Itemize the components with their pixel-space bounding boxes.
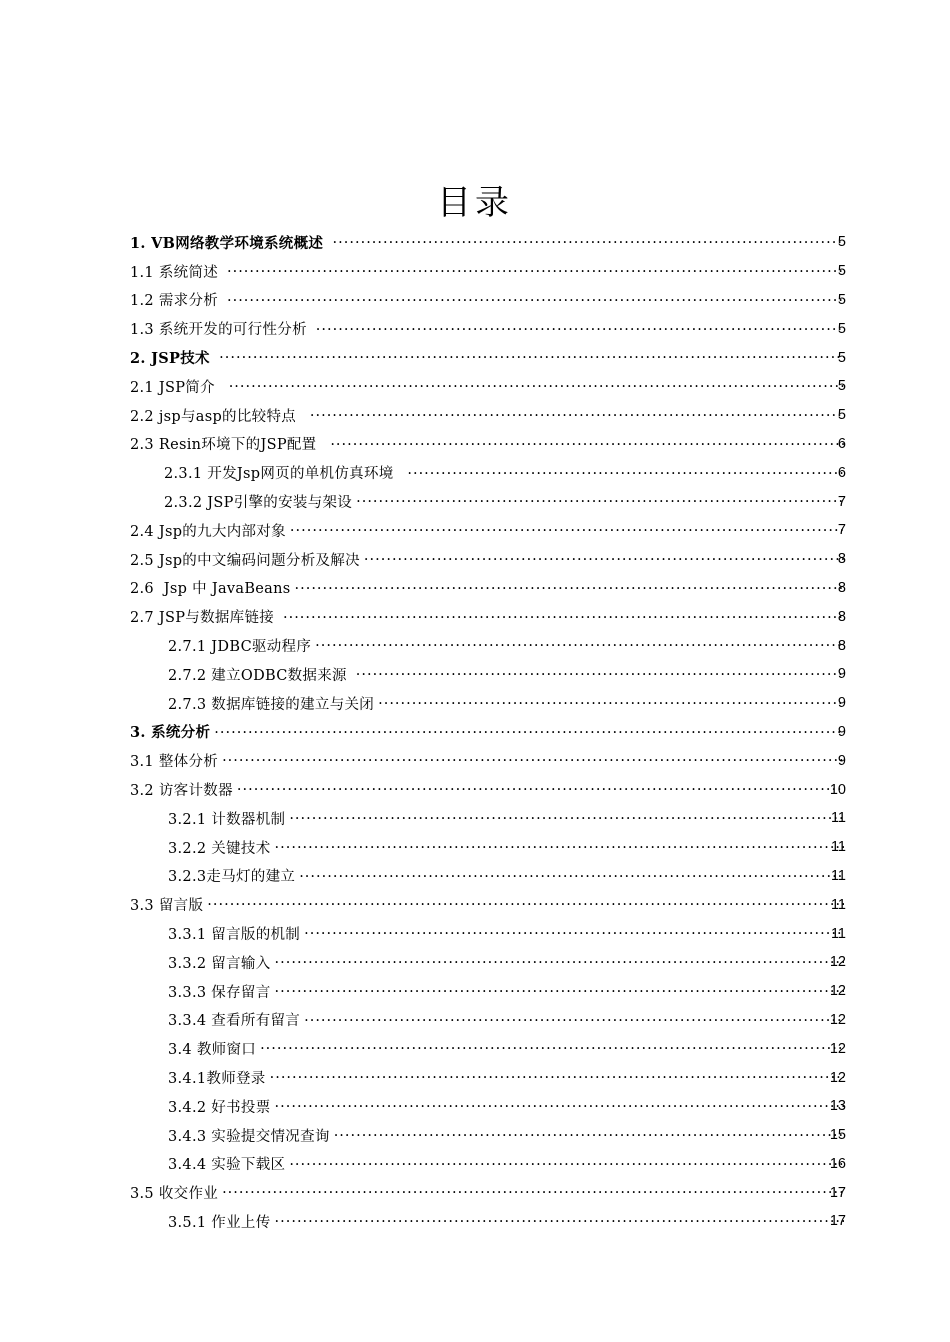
page-number: 13 [829,1098,846,1115]
page-number: 9 [837,723,846,740]
toc-entry[interactable] [0,689,950,718]
page-number: 8 [837,579,846,596]
table-of-contents [0,228,950,1236]
dot-leader [356,667,844,682]
page-number: 11 [830,925,846,942]
toc-entry[interactable] [0,1207,950,1236]
page-number: 11 [830,867,846,884]
entry-text: 2.4 Jsp的九大内部对象 [130,523,286,540]
page-number: 12 [829,1040,846,1057]
entry-text: 1.1 系统简述 [130,264,223,281]
entry-text: 2.7.1 JDBC驱动程序 [168,639,312,656]
entry-text: 2.6 Jsp 中 JavaBeans [130,581,291,598]
page-number: 5 [837,378,846,395]
entry-text: 2.7.2 建立ODBC数据来源 [168,667,352,684]
page-number: 8 [837,608,846,625]
toc-entry[interactable] [0,631,950,660]
page-number: 17 [829,1184,846,1201]
entry-text: 3.2.2 关键技术 [168,840,271,857]
page-number: 9 [837,666,846,683]
page-number: 16 [829,1155,846,1172]
dot-leader [378,696,844,711]
dot-leader [222,1185,844,1200]
toc-entry[interactable] [0,602,950,631]
entry-text: 3.5 收交作业 [130,1186,219,1203]
toc-entry[interactable] [0,1178,950,1207]
dot-leader [304,1013,844,1028]
toc-entry[interactable] [0,458,950,487]
dot-leader [222,753,844,768]
entry-text: 3.4.3 实验提交情况查询 [168,1128,330,1145]
page-number: 5 [837,320,846,337]
page-number: 12 [829,1069,846,1086]
entry-text: 3.1 整体分析 [130,754,219,771]
page-number: 8 [837,551,846,568]
dot-leader [227,293,844,308]
page-number: 12 [829,1011,846,1028]
toc-entry[interactable] [0,487,950,516]
page-title: 目录 [437,183,513,223]
dot-leader [270,1070,844,1085]
toc-entry[interactable] [0,401,950,430]
dot-leader [219,350,844,365]
page-number: 11 [830,839,846,856]
page-number: 10 [829,781,846,798]
entry-text: 1. VB网络教学环境系统概述 [130,234,329,252]
toc-entry[interactable] [0,343,950,372]
entry-text: 3.3 留言版 [130,898,204,915]
dot-leader [260,1041,844,1056]
dot-leader [229,379,844,394]
dot-leader [304,926,844,941]
toc-entry[interactable] [0,574,950,603]
toc-entry[interactable] [0,286,950,315]
toc-entry[interactable] [0,1006,950,1035]
toc-entry[interactable] [0,1092,950,1121]
entry-text: 2.7 JSP与数据库链接 [130,610,279,627]
entry-text: 2.3.1 开发Jsp网页的单机仿真环境 [164,466,404,483]
page-number: 5 [837,349,846,366]
page-number: 12 [829,954,846,971]
toc-entry[interactable] [0,545,950,574]
entry-text: 3.2.3走马灯的建立 [168,869,296,886]
entry-text: 3.5.1 作业上传 [168,1214,271,1231]
entry-text: 2.1 JSP简介 [130,379,225,396]
dot-leader [275,955,844,970]
page-number: 7 [837,522,846,539]
toc-entry[interactable] [0,919,950,948]
toc-entry[interactable] [0,257,950,286]
toc-entry[interactable] [0,1034,950,1063]
entry-text: 3.3.2 留言输入 [168,955,271,972]
toc-entry[interactable] [0,1121,950,1150]
dot-leader [315,638,844,653]
entry-text: 2.5 Jsp的中文编码问题分析及解决 [130,552,360,569]
dot-leader [330,437,844,452]
dot-leader [364,552,844,567]
entry-text: 2.3 Resin环境下的JSP配置 [130,437,327,454]
toc-entry[interactable] [0,804,950,833]
entry-text: 3.4.1教师登录 [168,1071,266,1087]
toc-entry[interactable] [0,372,950,401]
toc-entry[interactable] [0,314,950,343]
dot-leader [275,840,844,855]
dot-leader [407,466,844,481]
toc-entry[interactable] [0,977,950,1006]
page-number: 8 [837,637,846,654]
page-number: 9 [837,695,846,712]
toc-entry[interactable] [0,718,950,747]
toc-entry[interactable] [0,1150,950,1179]
entry-text: 1.3 系统开发的可行性分析 [130,322,312,339]
dot-leader [214,725,844,740]
entry-text: 3.3.1 留言版的机制 [168,927,301,944]
toc-entry[interactable] [0,228,950,257]
entry-text: 2.2 jsp与asp的比较特点 [130,408,306,425]
dot-leader [290,523,844,538]
page-number: 5 [837,234,846,251]
entry-text: 3.4.2 好书投票 [168,1099,271,1116]
entry-text: 3.2 访客计数器 [130,783,233,800]
page-number: 6 [837,435,846,452]
toc-entry[interactable] [0,862,950,891]
dot-leader [289,811,844,826]
entry-text: 3.3.4 查看所有留言 [168,1013,301,1030]
entry-text: 3.3.3 保存留言 [168,984,271,1001]
dot-leader [316,322,844,337]
toc-entry[interactable] [0,833,950,862]
page-number: 5 [837,407,846,424]
entry-text: 3.4 教师窗口 [168,1042,257,1059]
page-number: 5 [837,291,846,308]
entry-text: 2.3.2 JSP引擎的安装与架设 [164,495,353,512]
page-number: 7 [837,493,846,510]
dot-leader [289,1157,844,1172]
toc-entry[interactable] [0,948,950,977]
dot-leader [295,581,845,596]
toc-entry[interactable] [0,1063,950,1092]
dot-leader [333,235,844,250]
dot-leader [237,782,844,797]
dot-leader [283,610,844,625]
dot-leader [299,869,844,884]
page-number: 15 [829,1127,846,1144]
entry-text: 3.2.1 计数器机制 [168,811,286,828]
dot-leader [356,494,844,509]
entry-text: 2. JSP技术 [130,350,216,368]
dot-leader [227,264,844,279]
dot-leader [334,1128,844,1143]
entry-text: 3.4.4 实验下载区 [168,1157,286,1174]
page-number: 5 [837,263,846,280]
page-number: 12 [829,983,846,1000]
page-number: 9 [837,752,846,769]
dot-leader [275,1099,844,1114]
page-number: 11 [830,896,846,913]
dot-leader [207,897,844,912]
entry-text: 3. 系统分析 [130,724,211,742]
toc-entry[interactable] [0,430,950,459]
toc-entry[interactable] [0,746,950,775]
page-number: 11 [830,810,846,827]
dot-leader [310,408,844,423]
dot-leader [275,984,844,999]
page-number: 17 [829,1213,846,1230]
dot-leader [275,1214,844,1229]
entry-text: 2.7.3 数据库链接的建立与关闭 [168,696,375,713]
toc-entry[interactable] [0,660,950,689]
entry-text: 1.2 需求分析 [130,293,223,310]
toc-entry[interactable] [0,775,950,804]
toc-entry[interactable] [0,890,950,919]
page-number: 6 [837,464,846,481]
toc-entry[interactable] [0,516,950,545]
